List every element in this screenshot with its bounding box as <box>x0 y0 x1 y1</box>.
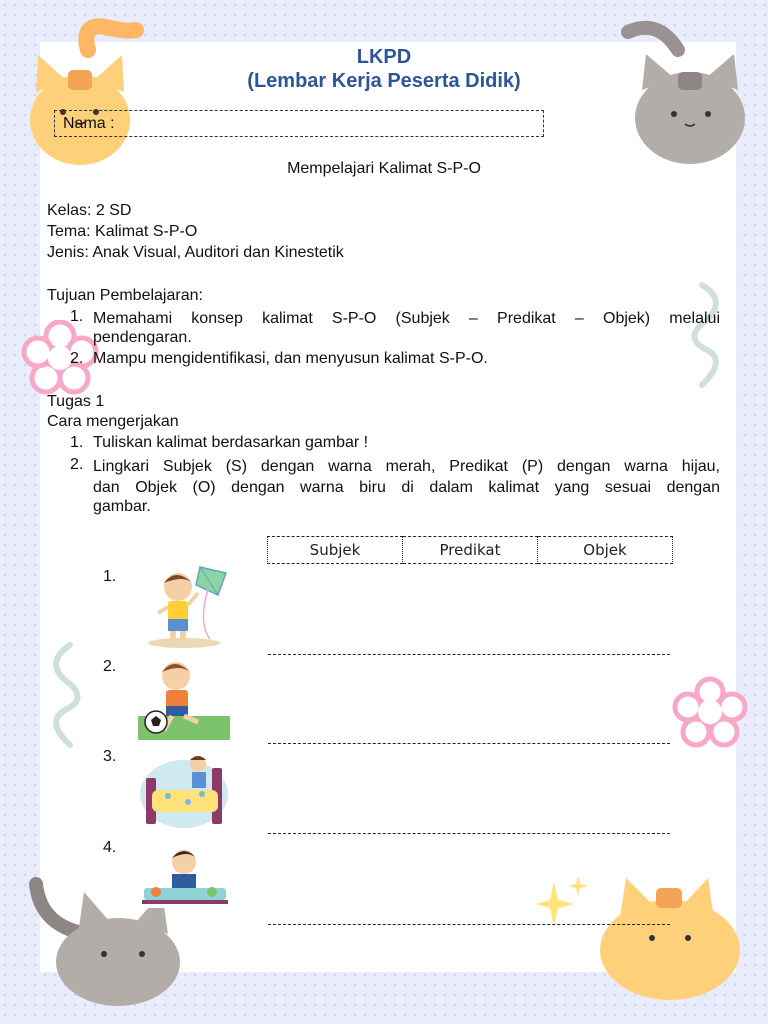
spo-table-header <box>267 536 673 564</box>
instructions-heading: Cara mengerjakan <box>47 413 179 430</box>
topic-title: Mempelajari Kalimat S-P-O <box>287 160 481 177</box>
flower-icon <box>20 320 100 395</box>
answer-line[interactable] <box>268 924 670 925</box>
objective-text: pendengaran. <box>93 329 192 346</box>
flower-icon <box>672 676 748 752</box>
boy-washing-dishes-illustration <box>138 838 230 908</box>
objective-text: Memahami konsep kalimat S-P-O (Subjek – Predikat – Objek) melalui <box>93 310 720 327</box>
step-text: gambar. <box>93 498 151 515</box>
swirl-ribbon-icon <box>40 640 100 750</box>
page-subtitle: (Lembar Kerja Peserta Didik) <box>247 70 521 92</box>
answer-line[interactable] <box>268 743 670 744</box>
header-objek: Objek <box>538 536 673 564</box>
page-title: LKPD <box>356 46 412 68</box>
exercise-number: 4. <box>103 839 117 856</box>
sparkle-icon <box>534 872 594 932</box>
step-text: Tuliskan kalimat berdasarkan gambar ! <box>93 434 369 451</box>
objective-number: 2. <box>70 350 84 367</box>
answer-line[interactable] <box>268 654 670 655</box>
exercise-number: 2. <box>103 658 117 675</box>
objective-text: Mampu mengidentifikasi, dan menyusun kalimat S-P-O. <box>93 350 488 367</box>
step-number: 1. <box>70 434 84 451</box>
header-predikat: Predikat <box>403 536 538 564</box>
header-subjek: Subjek <box>267 536 403 564</box>
step-text: dan Objek (O) dengan warna biru di dalam kalimat yang sesuai dengan <box>93 479 720 496</box>
orange-cat-icon <box>590 858 750 1008</box>
boy-kicking-ball-illustration <box>138 654 230 740</box>
objective-number: 1. <box>70 308 84 325</box>
boy-flying-kite-illustration <box>138 563 230 649</box>
name-field[interactable] <box>54 110 544 137</box>
task-heading: Tugas 1 <box>47 393 105 410</box>
step-text: Lingkari Subjek (S) dengan warna merah, Predikat (P) dengan warna hijau, <box>93 458 720 475</box>
info-kelas: Kelas: 2 SD <box>47 202 132 219</box>
name-label: Nama : <box>63 115 115 132</box>
exercise-number: 3. <box>103 748 117 765</box>
info-jenis: Jenis: Anak Visual, Auditori dan Kinestetik <box>47 244 344 261</box>
swirl-ribbon-icon <box>672 280 732 390</box>
objectives-heading: Tujuan Pembelajaran: <box>47 287 203 304</box>
step-number: 2. <box>70 456 84 473</box>
exercise-number: 1. <box>103 568 117 585</box>
info-tema: Tema: Kalimat S-P-O <box>47 223 198 240</box>
child-in-bed-illustration <box>138 748 230 834</box>
answer-line[interactable] <box>268 833 670 834</box>
